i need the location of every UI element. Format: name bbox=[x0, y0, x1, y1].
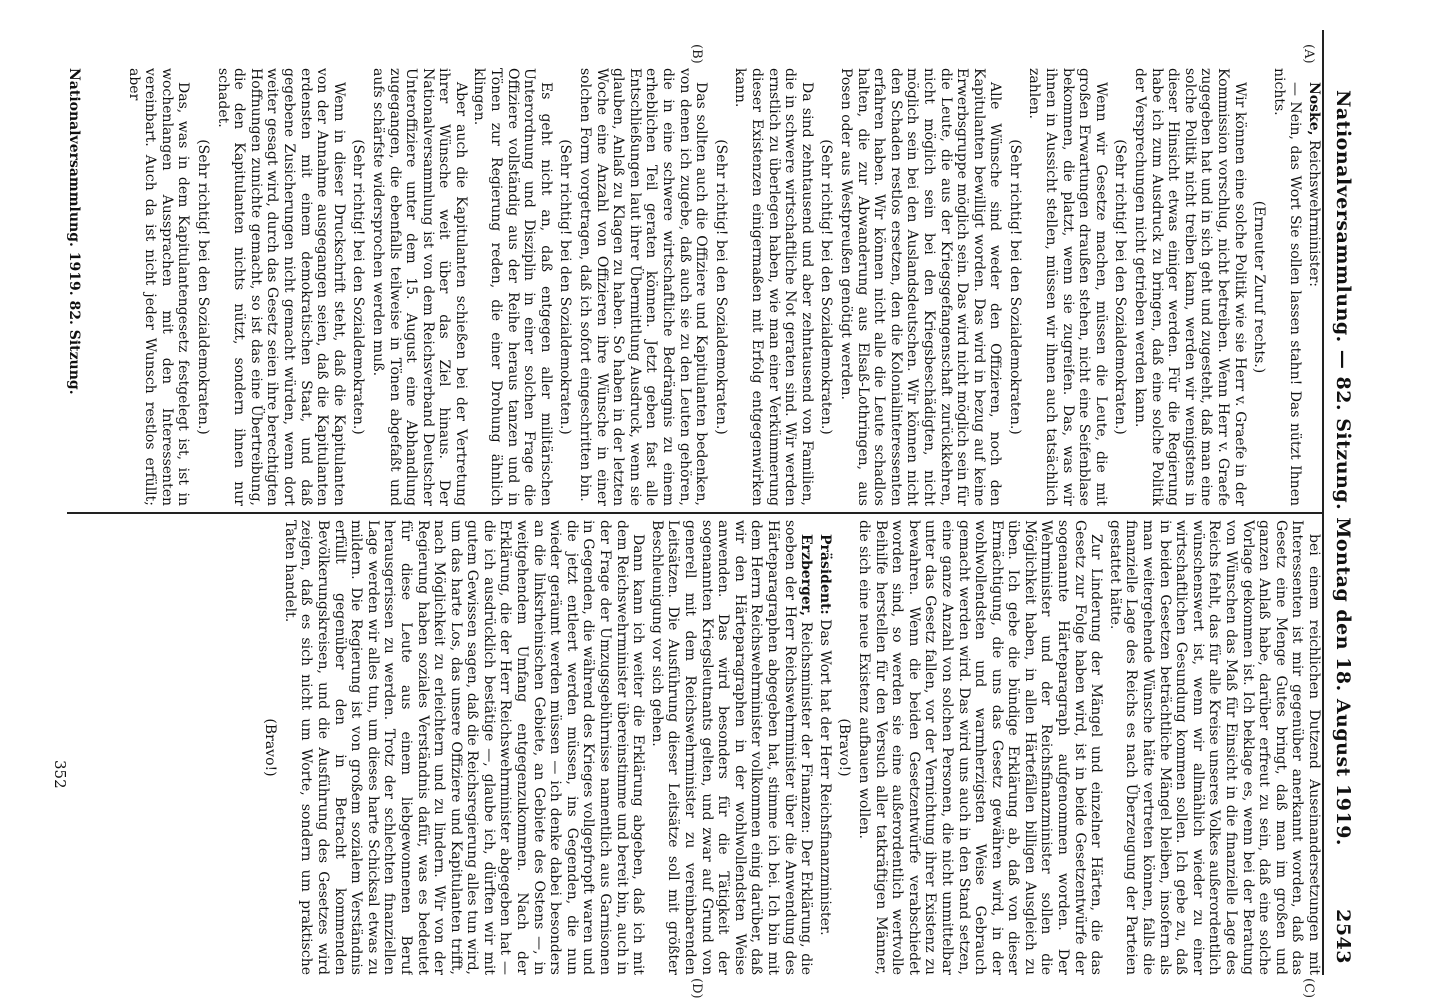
interjection: (Sehr richtig! bei den Sozialdemokraten.) bbox=[1006, 139, 1023, 435]
speech-paragraph: — Nein, das Wort Sie sollen lassen stahn! Das nützt Ihnen nichts. bbox=[1270, 68, 1304, 506]
margin-marker-c: (C) bbox=[1301, 978, 1316, 999]
speaker-name: Erzberger, bbox=[798, 534, 815, 616]
footer-signature: Nationalversammlung. 1919. 82. Sitzung. bbox=[66, 68, 82, 395]
speech-paragraph: Wenn in dieser Druckschrift steht, daß die Kapitulanten von der Annahme ausgegangen seien, daß die Kapitulanten erdensten mit einem demokratischen Staat, und daß gegebene Zusicherungen nicht gemacht würden, wenn dort weiter gesagt wird, durch das Gesetz seien ihre berechtigten Hoffnungen zunichte gemacht, so ist das eine Übertreibung, die den Kapitulanten nichts nützt, sondern ihnen nur schadet. bbox=[214, 68, 347, 506]
speech-text: Das Wort hat der Herr Reichsfinanzminister. bbox=[816, 614, 833, 936]
header-rule bbox=[1322, 30, 1324, 975]
speaker-role: Reichsminister der Finanzen: bbox=[798, 616, 815, 834]
interjection: (Bravo!) bbox=[262, 718, 279, 777]
speech-paragraph: Es geht nicht an, daß entgegen aller militärischen Unterordnung und Disziplin in einer solchen Frage die Offiziere vollständig aus der Reihe heraus tanzen und in Tönen zur Regierung reden, die einer Drohung ähnlich klingen. bbox=[471, 68, 554, 506]
speech-paragraph: Das sollten auch die Offiziere und Kapitulanten bedenken, von denen ich zugebe, daß auch sie zu den Leuten gehören, die in eine schwere wirtschaftliche Bedrängnis zu einem erheblichen Teil geraten können. Jetzt geben fast alle Entschließungen laut ihrer Übermittlung Ausdruck, wenn sie glauben, Anlaß zu Klagen zu haben. So haben in der letzten Woche eine Anzahl von Offizieren ihre Wünsche in einer solchen Form vorgetragen, daß ich sofort eingeschritten bin. bbox=[577, 68, 710, 506]
interjection: (Sehr richtig! bei den Sozialdemokraten.) bbox=[350, 139, 367, 435]
speaker-name: Präsident: bbox=[816, 534, 833, 615]
speech-paragraph: Dann kann ich weiter die Erklärung abgeben, daß ich mit dem Reichswehrminister übereinstimme und bereit bin, auch in der Frage der Umzugsgebührnisse namentlich aus Garnisonen in Gegenden, die während des Krieges vollgepfropft waren und die jetzt entleert werden müssen, ins Gegenden, die nun wieder geräumt werden müssen — ich denke dabei besonders an die linksrheinischen Gebiete, an Gebiete des Ostens —, in weitgehendem Umfang entgegenzukommen. Nach der Erklärung, die der Herr Reichswehrminister abgegeben hat — die ich ausdrücklich bestätige —, glaube ich, dürften wir mit gutem Gewissen sagen, daß die Reichsregierung alles tun wird, um das harte Los, das unsere Offiziere und Kapitulanten trifft, nach Möglichkeit zu erleichtern und zu lindern. Wir von der Regierung haben soziales Verständnis dafür, was es bedeutet für diese Leute aus einem liebgewonnenen Beruf herausgerissen zu werden. Trotz der schlechten finanziellen Lage werden wir alles tun, um dieses harte Schicksal etwas zu mildern. Die Regierung ist von großem sozialem Verständnis erfüllt gegenüber den in Betracht kommenden Bevölkerungskreisen, und die Ausführung des Gesetzes wird zeigen, daß es sich nicht um Worte, sondern um praktische Taten handelt. bbox=[281, 520, 647, 975]
speaker-paragraph bbox=[1305, 68, 1322, 506]
interjection: (Sehr richtig! bei den Sozialdemokraten.) bbox=[195, 139, 211, 435]
speech-paragraph: Alle Wünsche sind weder den Offizieren, noch den Kapitulanten bewilligt worden. Das wird in bezug auf keine Erwerbsgruppe möglich sein. Das wird nicht möglich sein für die Leute, die aus der Kriegsgefangenschaft zurückkehren, nicht möglich sein bei den Kriegsbeschädigten, nicht möglich sein bei den Auslandsdeutschen. Wir können nicht den Schaden restlos ersetzen, den die Kolonialinteressenten erfahren haben. Wir können nicht alle die Leute schadlos halten, die zur Abwanderung aus Elsaß-Lothringen, aus Posen oder aus Westpreußen genötigt werden. bbox=[837, 68, 1004, 506]
margin-marker-b: (B) bbox=[689, 44, 704, 64]
footer-page-code: 352 bbox=[51, 760, 69, 789]
right-column bbox=[42, 520, 1322, 975]
speech-paragraph: Zur Linderung der Mängel und einzelner Härten, die das Gesetz zur Folge haben wird, ist in beide Gesetzentwürfe der sogenannte Härteparagraph aufgenommen worden. Der Wehrminister und der Reichsfinanzminister sollen die Möglichkeit haben, in allen Härtefällen billigen Ausgleich zu üben. Ich gebe die bündige Erklärung ab, daß von dieser Ermächtigung, die uns das Gesetz gewähren wird, in der wohlwollendsten und warmherzigsten Weise Gebrauch gemacht werden wird. Das wird uns auch in den Stand setzen, eine ganze Anzahl von solchen Personen, die nicht unmittelbar unter das Gesetz fallen, vor der Vernichtung ihrer Existenz zu bewahren. Wenn die beiden Gesetzentwürfe verabschiedet worden sind, so werden sie eine außerordentlich wertvolle Beihilfe herstellen für den Versuch aller tatkräftigen Männer, die sich eine neue Existenz aufbauen wollen. bbox=[855, 520, 1105, 975]
page-header-number: 2543 bbox=[1332, 909, 1354, 964]
interjection: (Bravo!) bbox=[836, 718, 853, 777]
speech-paragraph: Das, was in dem Kapitulantengesetz festgelegt ist, ist in wochenlangen Aussprachen mit den Interessenten vereinbart. Auch da ist nicht jeder Wunsch restlos erfüllt; aber bbox=[125, 68, 192, 506]
column-divider bbox=[67, 512, 1322, 514]
speech-text: Der Erklärung, die soeben der Herr Reichswehrminister über die Anwendung des Härteparagraphen abgegeben hat, stimme ich bei. Ich bin mit dem Herrn Reichswehrminister vollkommen einig darüber, daß wir den Härteparagraphen in der wohlwollendsten Weise anwenden. Das wird besonders für die Tätigkeit der sogenannten Kriegsleutnants gelten, und zwar auf Grund von generell mit dem Reichswehrminister zu vereinbarenden Leitsätzen. Die Ausführung dieser Leitsätze soll mit größter Beschleunigung vor sich gehen. bbox=[648, 520, 815, 975]
speaker-role: Reichswehrminister: bbox=[1306, 135, 1322, 288]
speaker-name: Noske, bbox=[1306, 82, 1322, 136]
interjection: (Sehr richtig! bei den Sozialdemokraten.) bbox=[557, 139, 574, 435]
left-column bbox=[42, 68, 1322, 506]
speech-paragraph: Wir können eine solche Politik wie sie Herr v. Graefe in der Kommission vorschlug, nicht betreiben. Wenn Herr v. Graefe zugegeben hat und in sich geht und zugesteht, daß man eine solche Politik nicht treiben kann, werden wir wenigstens in dieser Hinsicht etwas einiger werden. Für die Regierung habe ich zum Ausdruck zu bringen, daß eine solche Politik der Versprechungen nicht getrieben werden kann. bbox=[1132, 68, 1248, 506]
speech-paragraph: Da sind zehntausend und aber zehntausend von Familien, die in schwere wirtschaftliche Not geraten sind. Wir werden ernstlich zu überlegen haben, wie man einer Verkümmerung dieser Existenzen einigermaßen mit Erfolg entgegenwirken kann. bbox=[732, 68, 815, 506]
interjection: (Erneuter Zuruf rechts.) bbox=[1251, 200, 1268, 374]
speech-paragraph: Wenn wir Gesetze machen, müssen die Leute, die mit großen Erwartungen draußen stehen, nicht eine Seifenblase bekommen, die platzt, wenn sie zugreifen. Das, was wir ihnen in Aussicht stellen, müssen wir ihnen auch tatsächlich zahlen. bbox=[1026, 68, 1109, 506]
page-header bbox=[1328, 30, 1354, 970]
interjection: (Sehr richtig! bei den Sozialdemokraten.) bbox=[712, 139, 729, 435]
margin-marker-a: (A) bbox=[1301, 44, 1316, 64]
margin-marker-d: (D) bbox=[689, 978, 704, 999]
interjection: (Sehr richtig! bei den Sozialdemokraten.) bbox=[1112, 139, 1129, 435]
interjection: (Sehr richtig! bei den Sozialdemokraten.) bbox=[818, 139, 835, 435]
speech-paragraph: Aber auch die Kapitulanten schießen bei der Vertretung ihrer Wünsche weit über das Ziel hinaus. Der Nationalversammlung ist von dem Reichsverband Deutscher Unteroffiziere unter dem 15. August eine Abhandlung zugegangen, die ebenfalls teilweise in Tönen abgefaßt und aufs schärfste widersprochen werden muß. bbox=[369, 68, 469, 506]
speech-paragraph: bei einem reichlichen Dutzend Auseinandersetzungen mit Interessenten ist mir gegenüber anerkannt worden, daß das Gesetz eine Menge Gutes bringt, daß man im großen und ganzen Anlaß habe, darüber erfreut zu sein, daß eine solche Vorlage gekommen ist. Ich beklage es, wenn bei der Beratung von Wünschen das Maß für Einsicht in die finanzielle Lage des Reichs fehlt, das für alle Kreise unseres Volkes außerordentlich wünschenswert ist, wenn wir allmählich wieder zu einer wirtschaftlichen Gesundung kommen sollen. Ich gebe zu, daß in beiden Gesetzen beträchtliche Mängel bleiben, insofern als man weitergehende Wünsche hätte vertreten können, falls die finanzielle Lage des Reichs es nach Überzeugung der Parteien gestattet hätte. bbox=[1106, 520, 1322, 975]
page-header-title: Nationalversammlung. — 82. Sitzung. Montag den 18. August 1919. bbox=[1332, 90, 1354, 847]
president-paragraph bbox=[816, 520, 833, 975]
speaker-paragraph bbox=[648, 520, 814, 975]
